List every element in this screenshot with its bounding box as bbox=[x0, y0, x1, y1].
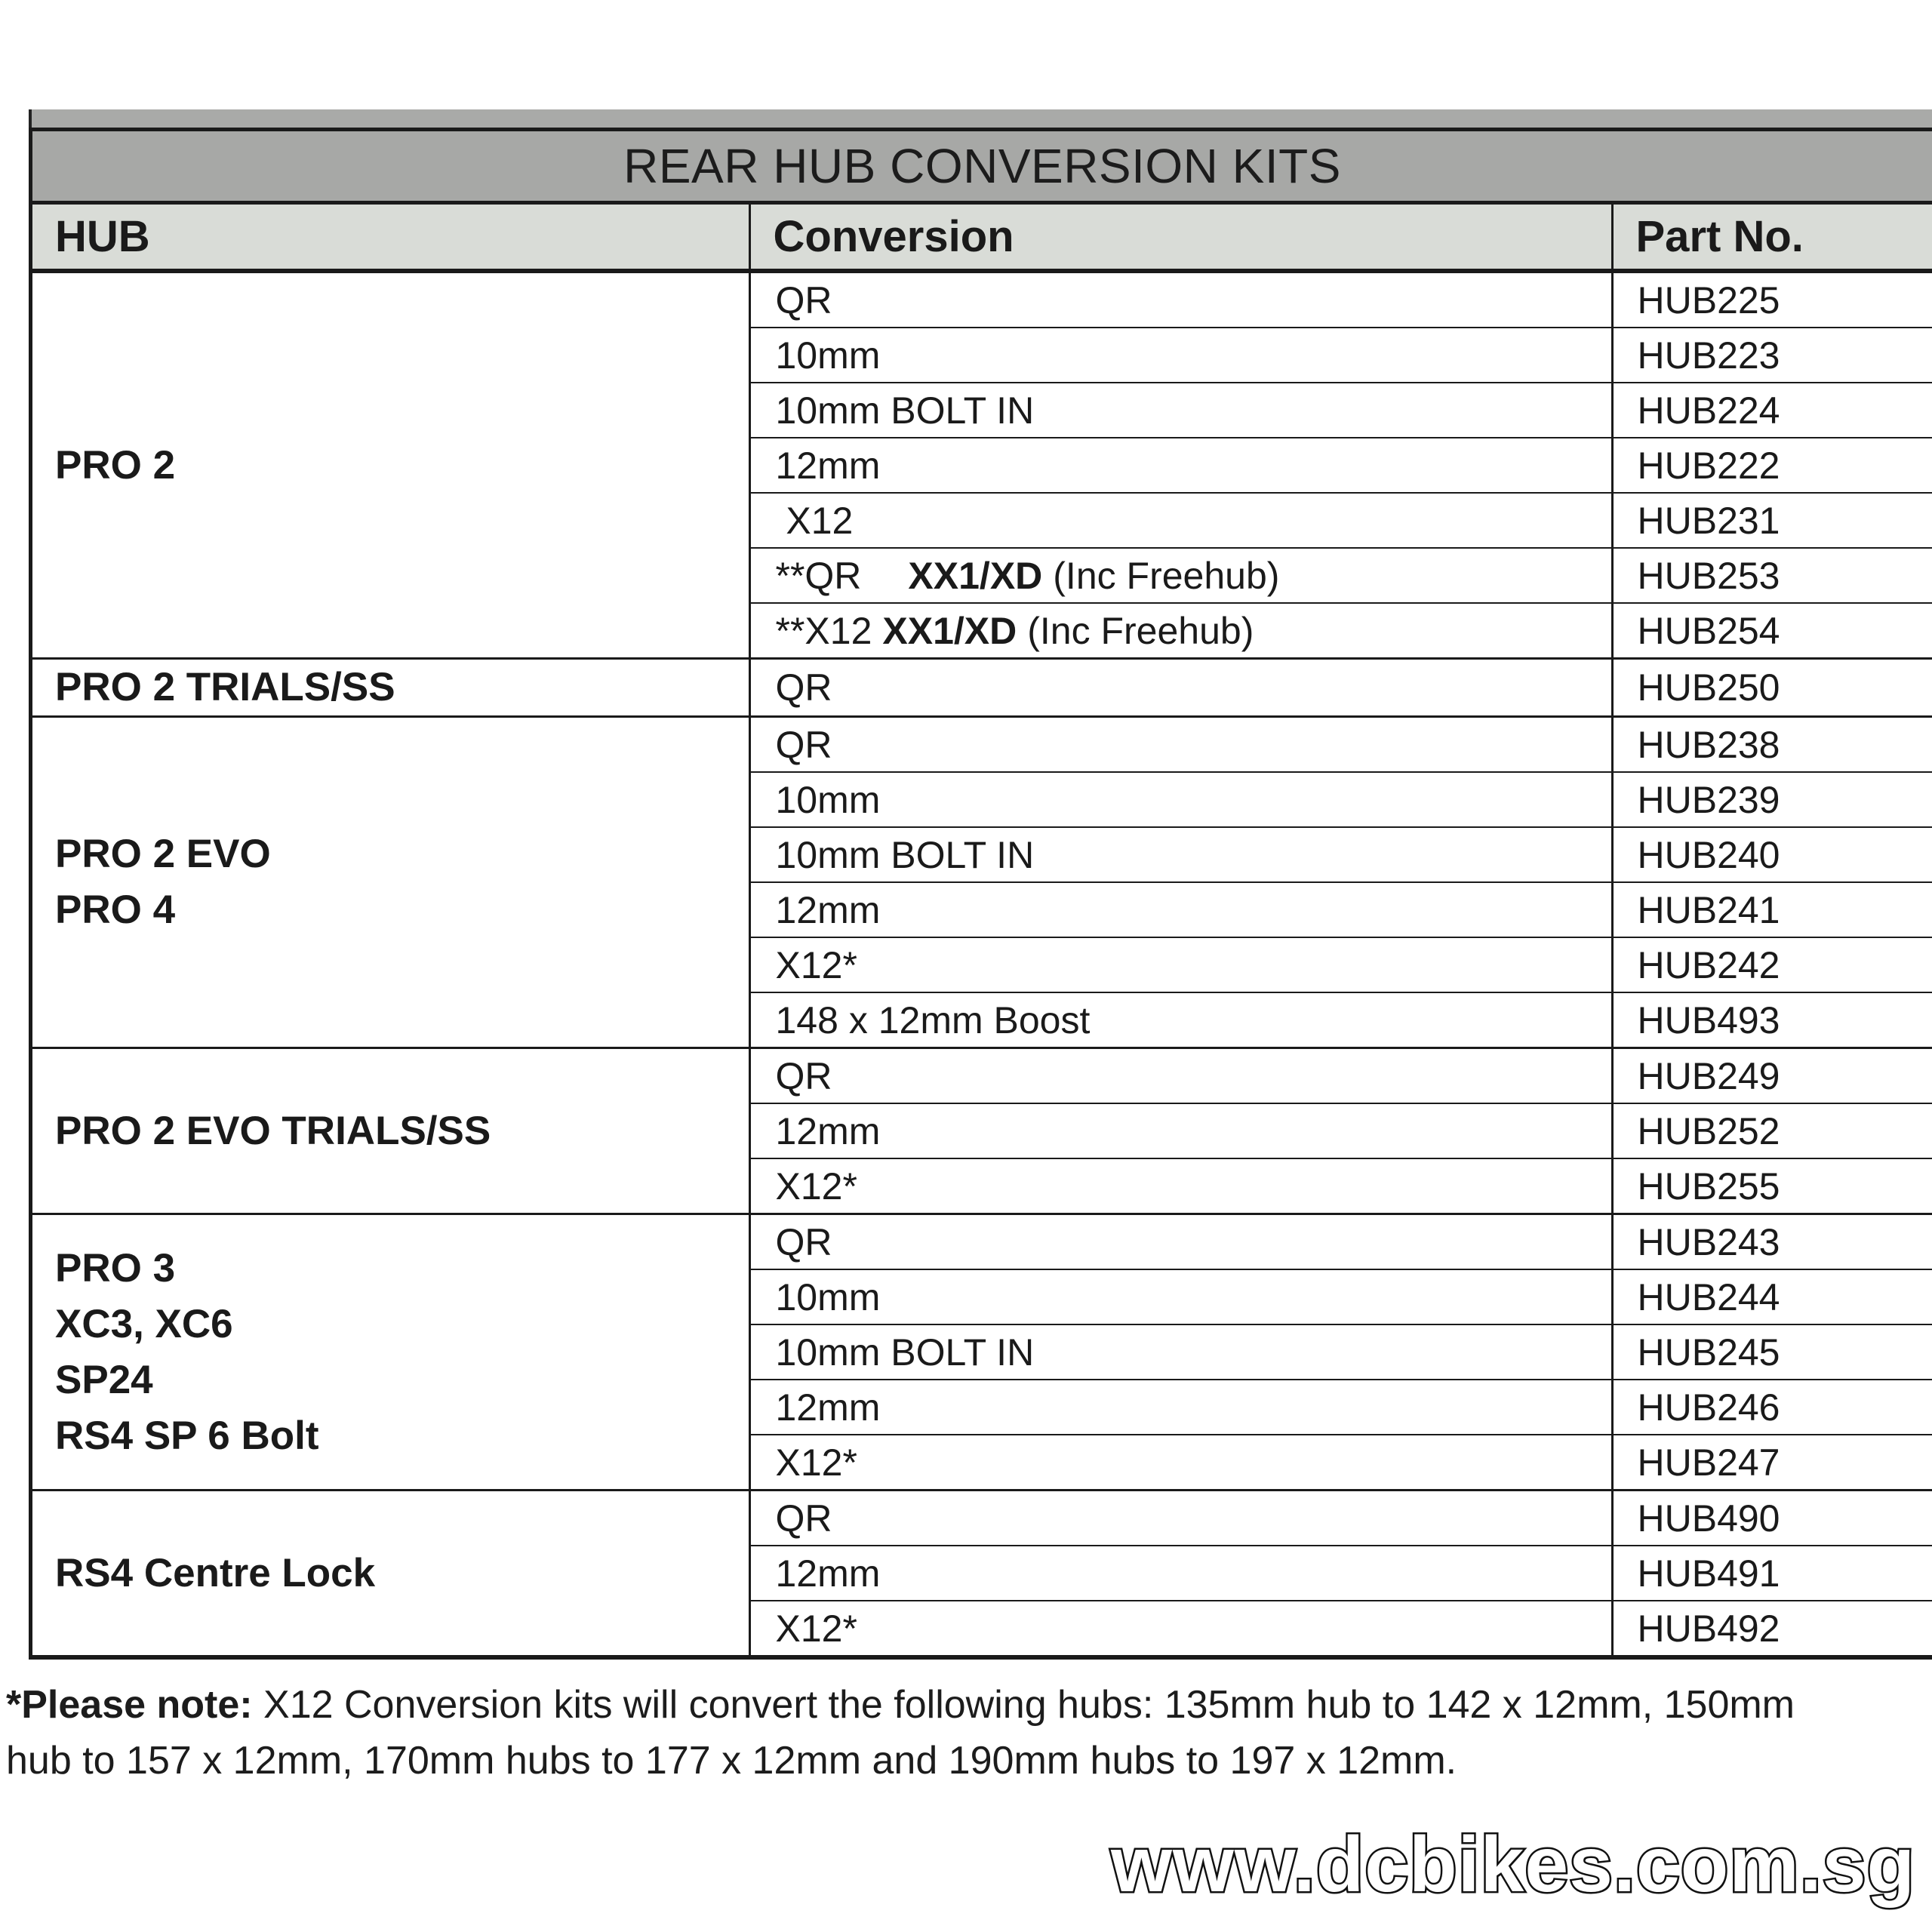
conversion-type: X12* bbox=[775, 1441, 857, 1484]
conversion-type: **QR bbox=[775, 554, 862, 597]
hub-name: SP24 bbox=[55, 1357, 153, 1402]
conversion-note: (Inc Freehub) bbox=[1053, 554, 1280, 597]
part-number: HUB249 bbox=[1612, 1048, 1932, 1104]
conversion-type: **X12 bbox=[775, 609, 872, 652]
footnote-line-1 bbox=[6, 1677, 1932, 1733]
hub-name: PRO 2 bbox=[55, 442, 176, 488]
part-number: HUB240 bbox=[1612, 827, 1932, 882]
conversion-type: QR bbox=[775, 1054, 832, 1097]
conversion-type: 10mm BOLT IN bbox=[775, 389, 1035, 432]
hub-name: PRO 4 bbox=[55, 888, 176, 932]
conversion-type: 148 x 12mm Boost bbox=[775, 998, 1091, 1041]
conversion-type: X12* bbox=[775, 943, 857, 986]
conversion-cell bbox=[749, 493, 1612, 548]
hub-name: RS4 SP 6 Bolt bbox=[55, 1413, 319, 1458]
hub-name-cell bbox=[32, 1491, 749, 1656]
conversion-kits-table bbox=[32, 205, 1932, 1655]
conversion-type: 10mm bbox=[775, 1275, 881, 1318]
conversion-type: QR bbox=[775, 666, 832, 709]
part-number: HUB247 bbox=[1612, 1435, 1932, 1491]
conversion-type: 10mm BOLT IN bbox=[775, 833, 1035, 876]
conversion-standard: XX1/XD bbox=[882, 609, 1017, 652]
header-part-no: Part No. bbox=[1612, 205, 1932, 271]
part-number: HUB254 bbox=[1612, 603, 1932, 659]
part-number: HUB239 bbox=[1612, 772, 1932, 827]
conversion-type: 12mm bbox=[775, 444, 881, 487]
hub-name: PRO 2 TRIALS/SS bbox=[55, 665, 395, 709]
table-row bbox=[32, 1491, 1932, 1546]
part-number: HUB490 bbox=[1612, 1491, 1932, 1546]
conversion-cell bbox=[749, 937, 1612, 992]
conversion-cell bbox=[749, 603, 1612, 659]
footnote-line-2: hub to 157 x 12mm, 170mm hubs to 177 x 12mm and 190mm hubs to 197 x 12mm. bbox=[6, 1739, 1457, 1783]
conversion-cell bbox=[749, 1158, 1612, 1214]
table-row bbox=[32, 271, 1932, 328]
part-number: HUB242 bbox=[1612, 937, 1932, 992]
conversion-type: 12mm bbox=[775, 1109, 881, 1152]
hub-name: PRO 3 bbox=[55, 1245, 176, 1291]
footnote-text-1: X12 Conversion kits will convert the following hubs: 135mm hub to 142 x 12mm, 150mm bbox=[252, 1683, 1795, 1727]
table-body bbox=[32, 271, 1932, 1655]
conversion-type: 12mm bbox=[775, 1552, 881, 1595]
table-title: REAR HUB CONVERSION KITS bbox=[32, 128, 1932, 205]
part-number: HUB224 bbox=[1612, 383, 1932, 438]
footnote bbox=[6, 1677, 1932, 1789]
website-watermark: www.dcbikes.com.sg bbox=[1110, 1821, 1915, 1909]
conversion-cell bbox=[749, 548, 1612, 603]
header-conversion: Conversion bbox=[749, 205, 1612, 271]
conversion-cell bbox=[749, 992, 1612, 1048]
hub-name-cell bbox=[32, 1214, 749, 1491]
header-hub: HUB bbox=[32, 205, 749, 271]
conversion-cell bbox=[749, 717, 1612, 773]
hub-name-cell bbox=[32, 1048, 749, 1214]
hub-name-cell bbox=[32, 271, 749, 659]
conversion-cell bbox=[749, 1546, 1612, 1601]
conversion-cell bbox=[749, 1324, 1612, 1380]
conversion-type: 10mm BOLT IN bbox=[775, 1331, 1035, 1374]
footnote-label: *Please note: bbox=[6, 1683, 253, 1727]
part-number: HUB250 bbox=[1612, 659, 1932, 717]
conversion-cell bbox=[749, 1214, 1612, 1270]
conversion-type: X12 bbox=[775, 499, 854, 542]
conversion-cell bbox=[749, 271, 1612, 328]
conversion-cell bbox=[749, 438, 1612, 493]
part-number: HUB252 bbox=[1612, 1103, 1932, 1158]
conversion-cell bbox=[749, 659, 1612, 717]
conversion-cell bbox=[749, 1380, 1612, 1435]
conversion-cell bbox=[749, 1601, 1612, 1655]
hub-name: PRO 2 EVO bbox=[55, 832, 271, 876]
part-number: HUB223 bbox=[1612, 328, 1932, 383]
hub-name-cell bbox=[32, 717, 749, 1048]
conversion-kits-table-sheet bbox=[29, 128, 1932, 1660]
conversion-type: QR bbox=[775, 723, 832, 766]
conversion-type: QR bbox=[775, 1220, 832, 1263]
conversion-cell bbox=[749, 383, 1612, 438]
table-row bbox=[32, 1214, 1932, 1270]
part-number: HUB246 bbox=[1612, 1380, 1932, 1435]
hub-name: RS4 Centre Lock bbox=[55, 1550, 376, 1595]
table-row bbox=[32, 1048, 1932, 1104]
conversion-type: 10mm bbox=[775, 778, 881, 821]
hub-name: PRO 2 EVO TRIALS/SS bbox=[55, 1108, 491, 1153]
part-number: HUB244 bbox=[1612, 1269, 1932, 1324]
conversion-type: 12mm bbox=[775, 888, 881, 931]
conversion-cell bbox=[749, 827, 1612, 882]
part-number: HUB253 bbox=[1612, 548, 1932, 603]
conversion-type: QR bbox=[775, 1497, 832, 1540]
hub-name: XC3, XC6 bbox=[55, 1301, 233, 1346]
conversion-type: 12mm bbox=[775, 1386, 881, 1429]
part-number: HUB238 bbox=[1612, 717, 1932, 773]
part-number: HUB225 bbox=[1612, 271, 1932, 328]
conversion-cell bbox=[749, 772, 1612, 827]
part-number: HUB241 bbox=[1612, 882, 1932, 937]
part-number: HUB243 bbox=[1612, 1214, 1932, 1270]
conversion-type: X12* bbox=[775, 1164, 857, 1208]
part-number: HUB492 bbox=[1612, 1601, 1932, 1655]
conversion-cell bbox=[749, 1103, 1612, 1158]
part-number: HUB231 bbox=[1612, 493, 1932, 548]
conversion-note: (Inc Freehub) bbox=[1027, 609, 1254, 652]
conversion-type: X12* bbox=[775, 1607, 857, 1650]
part-number: HUB255 bbox=[1612, 1158, 1932, 1214]
conversion-cell bbox=[749, 1435, 1612, 1491]
table-row bbox=[32, 717, 1932, 773]
part-number: HUB222 bbox=[1612, 438, 1932, 493]
hub-name-cell bbox=[32, 659, 749, 717]
conversion-cell bbox=[749, 1269, 1612, 1324]
conversion-cell bbox=[749, 1491, 1612, 1546]
conversion-type: QR bbox=[775, 278, 832, 321]
table-row bbox=[32, 659, 1932, 717]
part-number: HUB245 bbox=[1612, 1324, 1932, 1380]
part-number: HUB493 bbox=[1612, 992, 1932, 1048]
table-top-band bbox=[29, 109, 1932, 128]
part-number: HUB491 bbox=[1612, 1546, 1932, 1601]
conversion-cell bbox=[749, 328, 1612, 383]
conversion-cell bbox=[749, 1048, 1612, 1104]
header-row bbox=[32, 205, 1932, 271]
conversion-type: 10mm bbox=[775, 334, 881, 377]
conversion-standard: XX1/XD bbox=[908, 554, 1043, 597]
conversion-cell bbox=[749, 882, 1612, 937]
